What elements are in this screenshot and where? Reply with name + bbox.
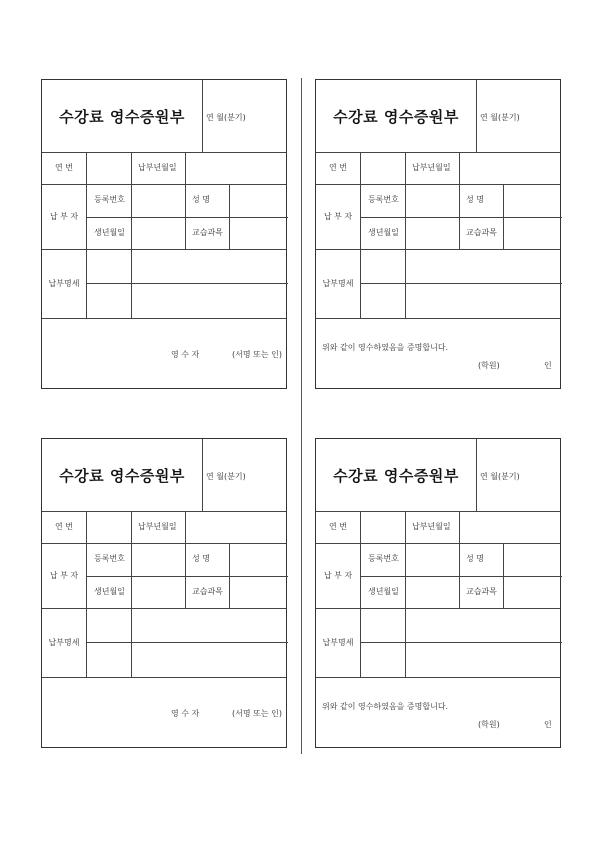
course-label: 교습과목 (192, 587, 223, 596)
receipt-title: 수강료 영수증원부 (333, 107, 459, 126)
receiver-label: 영 수 자 (171, 350, 200, 359)
serial-label: 연 번 (329, 522, 347, 531)
reg-no-label: 등록번호 (368, 554, 399, 563)
name-label: 성 명 (466, 554, 484, 563)
receiver-label: (학원) (478, 720, 500, 729)
payer-label: 납 부 자 (49, 570, 79, 580)
page-divider (301, 78, 302, 754)
signature-label: (서명 또는 인) (232, 350, 282, 359)
serial-label: 연 번 (55, 163, 73, 172)
details-label: 납부명세 (48, 278, 80, 288)
receipt-title: 수강료 영수증원부 (333, 466, 459, 485)
name-label: 성 명 (192, 195, 210, 204)
receipt-form-2 (315, 79, 561, 389)
reg-no-label: 등록번호 (94, 195, 125, 204)
course-label: 교습과목 (466, 587, 497, 596)
details-label: 납부명세 (322, 637, 354, 647)
reg-no-label: 등록번호 (368, 195, 399, 204)
course-label: 교습과목 (192, 228, 223, 237)
period-label: 연 월(분기) (206, 113, 246, 122)
receipt-title: 수강료 영수증원부 (59, 107, 185, 126)
reg-no-label: 등록번호 (94, 554, 125, 563)
payment-date-label: 납부년월일 (138, 522, 177, 531)
birth-label: 생년월일 (368, 228, 399, 237)
period-label: 연 월(분기) (480, 113, 520, 122)
name-label: 성 명 (192, 554, 210, 563)
payer-label: 납 부 자 (323, 570, 353, 580)
birth-label: 생년월일 (368, 587, 399, 596)
period-label: 연 월(분기) (480, 472, 520, 481)
birth-label: 생년월일 (94, 587, 125, 596)
details-label: 납부명세 (48, 637, 80, 647)
birth-label: 생년월일 (94, 228, 125, 237)
payer-label: 납 부 자 (323, 211, 353, 221)
receiver-label: (학원) (478, 361, 500, 370)
receipt-form-1 (41, 79, 287, 389)
period-label: 연 월(분기) (206, 472, 246, 481)
name-label: 성 명 (466, 195, 484, 204)
payer-label: 납 부 자 (49, 211, 79, 221)
course-label: 교습과목 (466, 228, 497, 237)
payment-date-label: 납부년월일 (412, 163, 451, 172)
signature-label: 인 (544, 720, 552, 729)
receipt-form-3 (41, 438, 287, 748)
serial-label: 연 번 (55, 522, 73, 531)
receipt-title: 수강료 영수증원부 (59, 466, 185, 485)
confirmation-text: 위와 같이 영수하였음을 증명합니다. (322, 702, 449, 711)
payment-date-label: 납부년월일 (412, 522, 451, 531)
payment-date-label: 납부년월일 (138, 163, 177, 172)
serial-label: 연 번 (329, 163, 347, 172)
receipt-form-4 (315, 438, 561, 748)
confirmation-text: 위와 같이 영수하였음을 증명합니다. (322, 343, 449, 352)
receiver-label: 영 수 자 (171, 709, 200, 718)
signature-label: (서명 또는 인) (232, 709, 282, 718)
details-label: 납부명세 (322, 278, 354, 288)
signature-label: 인 (544, 361, 552, 370)
